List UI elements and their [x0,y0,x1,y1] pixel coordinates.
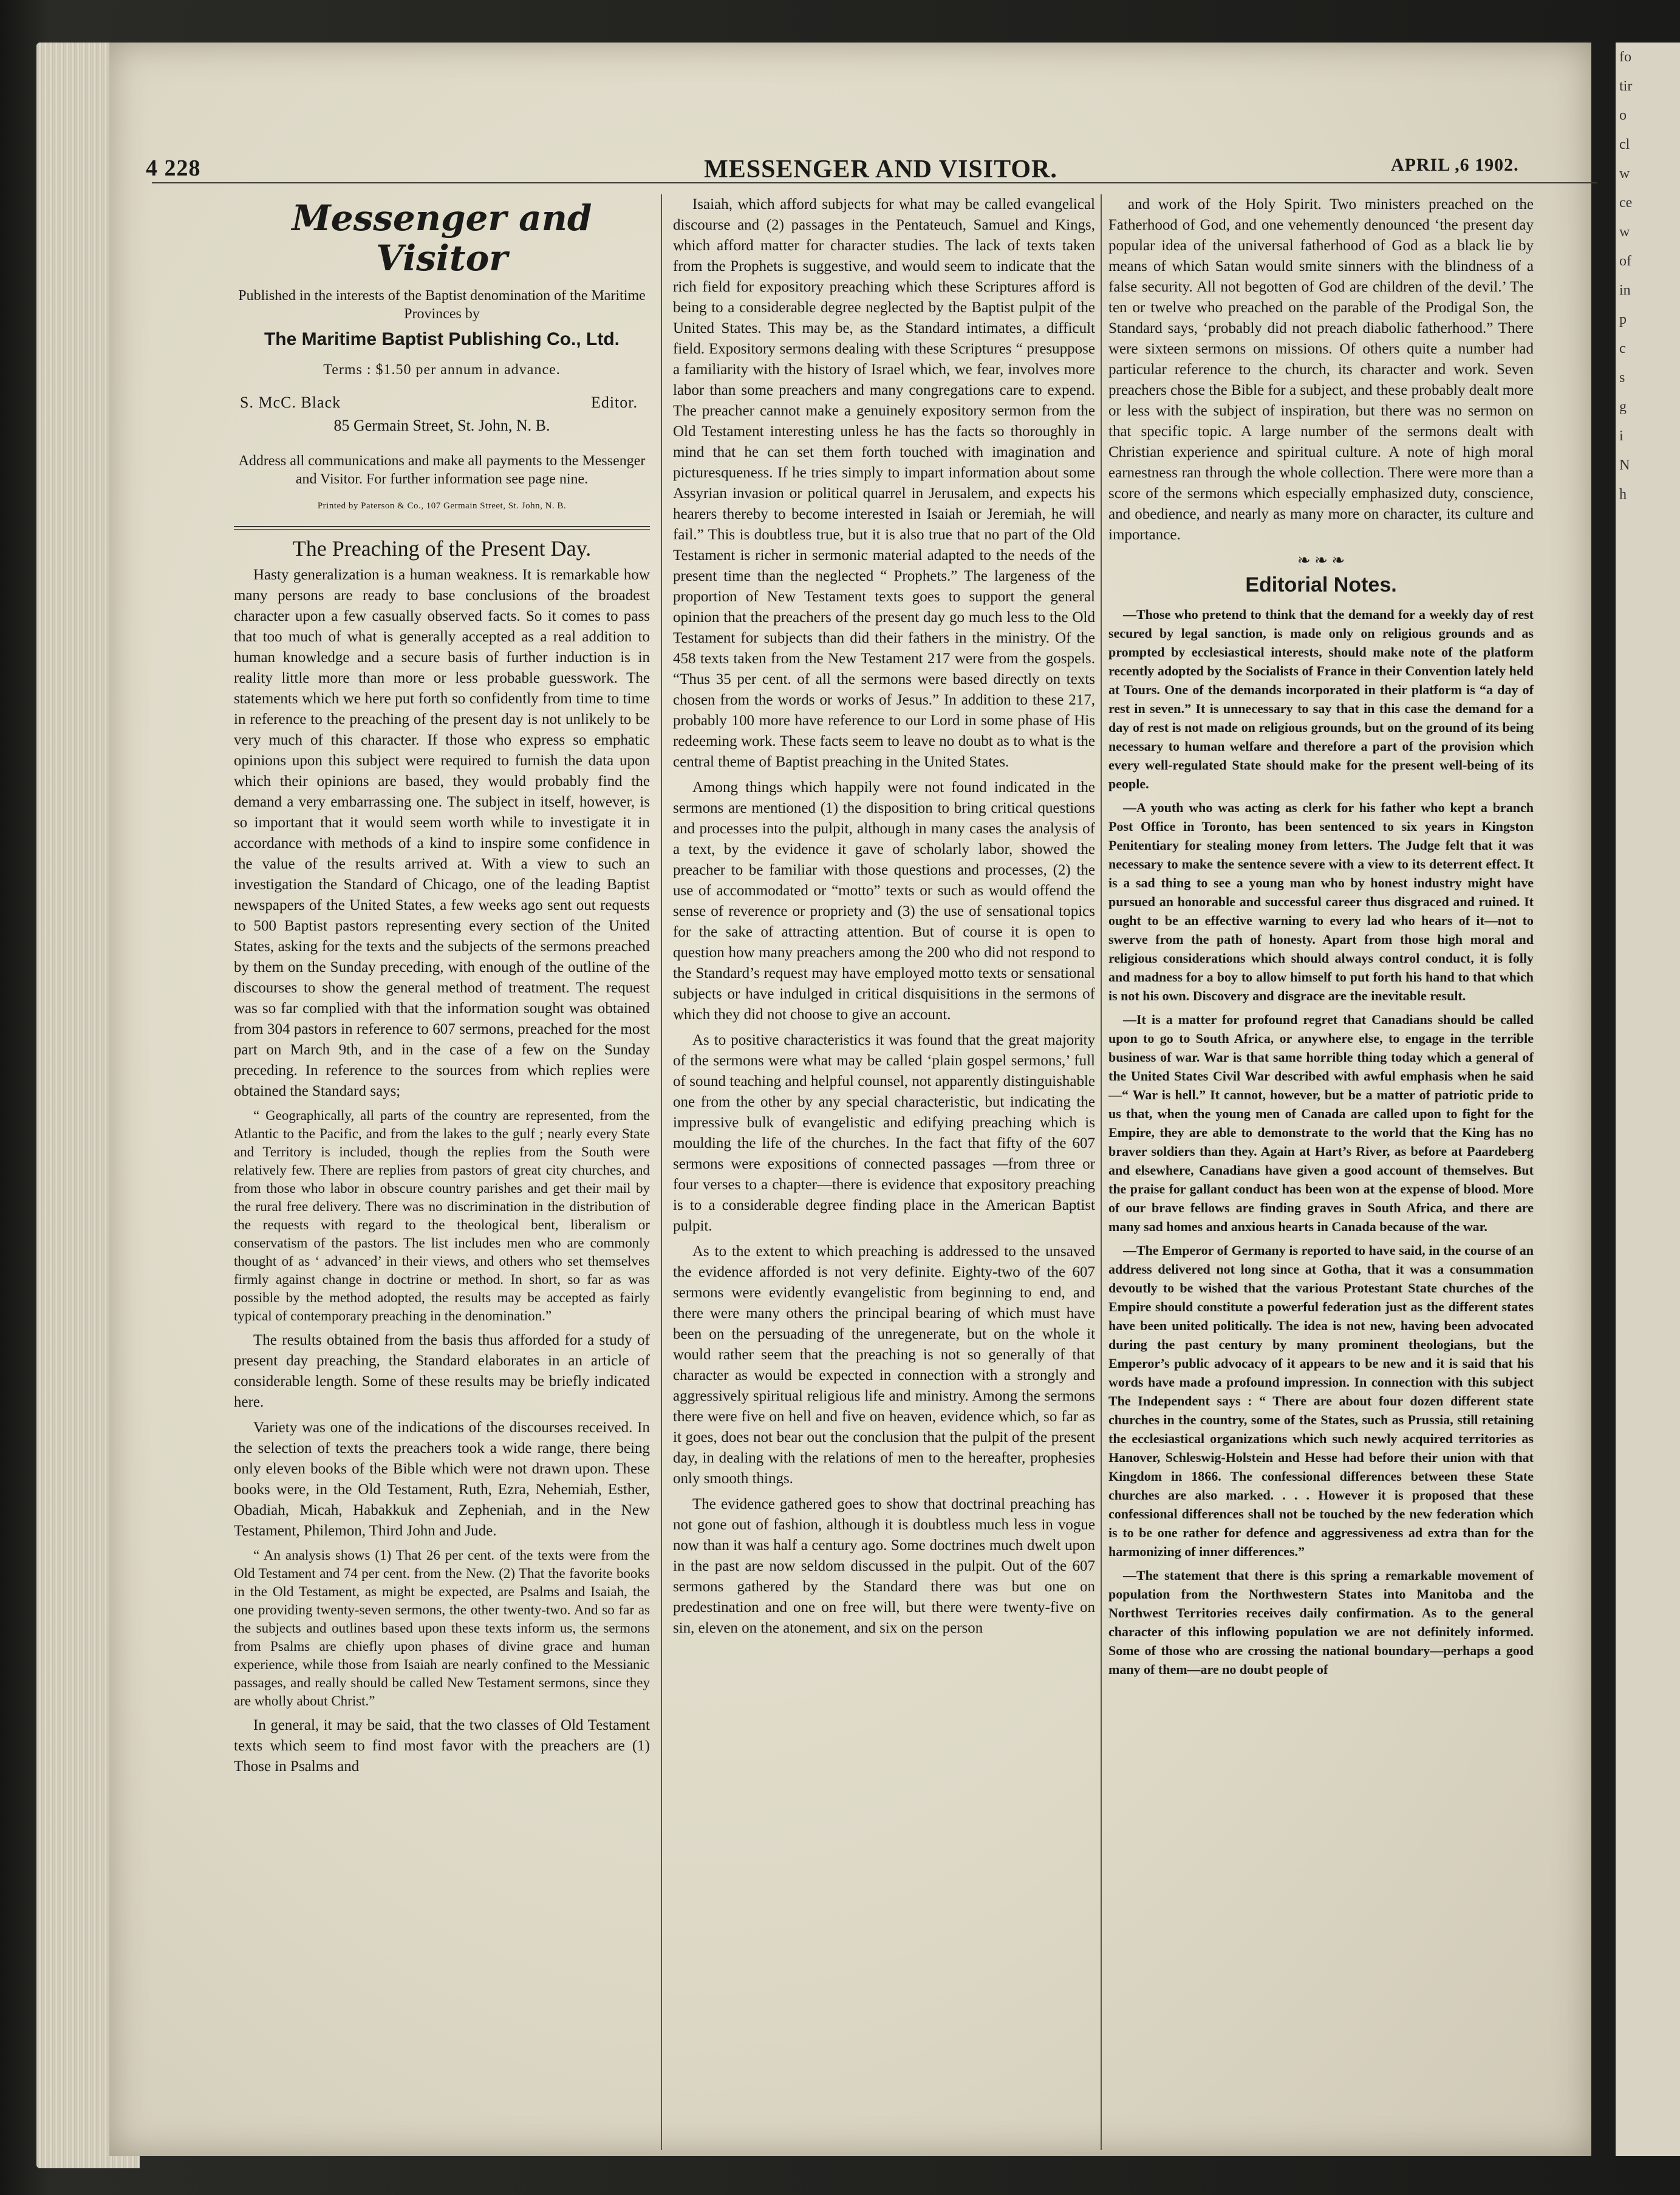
editor-name: S. McC. Black [240,394,341,411]
article-body [234,1715,650,1777]
facing-page-text-fragment: cl [1619,137,1630,152]
paragraph: Hasty generalization is a human weakness. It is remarkable how many persons are ready to base conclusions of the broadest character upon a few casually observed facts. So it comes to pass that too much of what is generally accepted as a real addition to human knowledge and a secure basis of further induction is in reality little more than more or less probable guesswork. The statements which we here put forth so confidently from time to time in reference to the preaching of the present day is not unlikely to be very much of this character. If those who express so emphatic opinions upon this subject were required to furnish the data upon which their opinions are based, they would probably find the demand a very embarrassing one. The subject in itself, however, is so important that it would seem worth while to investigate it in accordance with methods of a kind to inspire some confidence in the value of the results arrived at. With a view to such an investigation the Standard of Chicago, one of the leading Baptist newspapers of the United States, a few weeks ago sent out requests to 500 Baptist pastors representing every section of the United States, asking for the texts and the subjects of the sermons preached by them on the Sunday preceding, with enough of the outline of the discourses to show the general method of treatment. The request was so far complied with that the information sought was obtained from 304 pastors in reference to 607 sermons, preached for the most part on March 9th, and in the case of a few on the Sunday preceding. In reference to the sources from which replies were obtained the Standard says; [234,567,650,1099]
subscription-terms: Terms : $1.50 per annum in advance. [323,362,561,378]
section-rule [234,526,650,530]
editorial-notes-title: Editorial Notes. [1245,573,1397,596]
facing-page-text-fragment: p [1619,312,1627,327]
editor-label: Editor. [590,394,638,411]
paragraph: Variety was one of the indications of the discourses received. In the selection of texts the preachers took a wide range, there being only eleven books of the Bible which were not drawn upon. These books were, in the Old Testament, Ruth, Ezra, Nehemiah, Esther, Obadiah, Micah, Habakkuk and Zepheniah, and in the New Testament, Philemon, Third John and Jude. [234,1419,650,1539]
issue-date: APRIL ,6 1902. [1391,155,1519,175]
facing-page-text-fragment: N [1619,457,1630,473]
facing-page-text-fragment: c [1619,341,1626,357]
facing-page-text-fragment: g [1619,399,1627,415]
facing-page-text-fragment: h [1619,486,1627,502]
editorial-paragraph: —The statement that there is this spring a remarkable movement of population from the Northwestern States into Manitoba and the Northwest Territories receives daily confirmation. As to the general character of this inflowing population we are not definitely informed. Some of those who are crossing the national boundary—perhaps a good many of them—are no doubt people of [1108,1568,1534,1677]
quote-paragraph: “ An analysis shows (1) That 26 per cent. of the texts were from the Old Testament and 74 per cent. from the New. (2) That the favorite books in the Old Testament, as might be expected, are Psalms and Isaiah, the one providing twenty-seven sermons, the other twenty-two. And so far as the subjects and outlines based upon these texts inform us, the sermons from Psalms are chiefly upon phases of divine grace and human experience, while those from Isaiah are nearly confined to the Messianic passages, and really should be called New Testament sermons, since they are wholly about Christ.” [234,1548,650,1709]
paper-title: Messenger and Visitor [292,197,592,279]
facing-page-text-fragment: w [1619,224,1630,240]
paragraph: As to positive characteristics it was found that the great majority of the sermons were what may be called ‘plain gospel sermons,’ full of sound teaching and helpful counsel, not apparently distinguishable one from the other by any special characteristic, but indicating the impressive bulk of evangelistic and edifying preaching which is moulding the life of the churches. In the fact that fifty of the 607 sermons were expositions of connected passages —from three or four verses to a chapter—there is evidence that expository preaching is to a considerable degree finding place in the American Baptist pulpit. [673,1032,1095,1234]
quote-block [234,1546,650,1710]
article-title: The Preaching of the Present Day. [292,536,592,561]
editor-line [240,392,638,413]
facing-page-text-fragment: ce [1619,195,1633,211]
facing-page-text-fragment: fo [1619,49,1631,65]
article-body [1108,194,1534,545]
paragraph: As to the extent to which preaching is addressed to the unsaved the evidence afforded is not very definite. Eighty-two of the 607 sermons were evidently evangelistic from beginning to end, and there were many others the principal bearing of which must have been on the persuading of the unregenerate, but on the whole it would rather seem that the preaching is not so generally of that character as would be expected in connection with a strongly and aggressively spiritual religious life and ministry. Among the sermons there were five on hell and five on heaven, evidence which, so far as it goes, does not bear out the conclusion that the pulpit of the present day, in dealing with the relations of men to the hereafter, prophesies only smooth things. [673,1243,1095,1487]
facing-page-text-fragment: w [1619,166,1630,182]
paragraph: The results obtained from the basis thus afforded for a study of present day preaching, the Standard elaborates in an article of considerable length. Some of these results may be briefly indicated here. [234,1332,650,1410]
column-rule [1101,194,1102,2150]
facing-page-text-fragment: of [1619,253,1631,269]
facing-page-text-fragment: o [1619,108,1627,123]
facing-page-text-fragment: in [1619,282,1631,298]
facing-page-fragment [1616,43,1680,2156]
page-number: 4 228 [146,155,201,181]
masthead-title: MESSENGER AND VISITOR. [704,155,1057,183]
paragraph: The evidence gathered goes to show that doctrinal preaching has not gone out of fashion, although it is doubtless much less in vogue now than it was half a century ago. Some doctrines much dwelt upon in the past are now seldom discussed in the pulpit. Out of the 607 sermons gathered by the Standard there was but one on predestination and one on free will, but there were twenty-five on sin, eleven on the atonement, and six on the person [673,1496,1095,1636]
paragraph: Isaiah, which afford subjects for what may be called evangelical discourse and (2) passages in the Pentateuch, Samuel and Kings, which afford matter for character studies. The lack of texts taken from the Prophets is suggestive, and would seem to indicate that the rich field for expository preaching which these Scriptures afford is being to a considerable degree neglected by the Baptist pulpit of the United States. This may be, as the Standard intimates, a difficult field. Expository sermons dealing with these Scriptures “ presuppose a familiarity with the history of Israel which, we fear, involves more labor than some preachers and many congregations care to expend. The preacher cannot make a genuinely expository sermon from the Old Testament interesting unless he has the facts so thoroughly in mind that he can set them forth touched with imagination and picturesqueness. If he tries simply to impart information about some Assyrian invasion or political quarrel in Jerusalem, and expects his hearers thereby to become interested in Isaiah or Jeremiah, he will fail.” This is doubtless true, but it is also true that no part of the Old Testament is richer in sermonic material adapted to the needs of the present time than the neglected “ Prophets.” The largeness of the proportion of New Testament texts goes to support the general opinion that the preachers of the present day go much less to the Old Testament for subjects than did their fathers in the ministry. Of the 458 texts taken from the New Testament 217 were from the gospels. “Thus 35 per cent. of all the sermons were based directly on texts chosen from the words or works of Jesus.” In addition to these 217, probably 100 more have reference to our Lord in some phase of His redeeming work. These facts seem to leave no doubt as to what is the central theme of Baptist preaching in the United States. [673,196,1095,770]
facing-page-text-fragment: tir [1619,78,1633,94]
published-line: Published in the interests of the Baptist denomination of the Maritime Provinces by [238,288,646,322]
article-body [673,194,1095,1639]
quote-block [234,1107,650,1325]
office-address: 85 Germain Street, St. John, N. B. [333,417,550,434]
article-body [234,565,650,1102]
editorial-paragraph: —A youth who was acting as clerk for his father who kept a branch Post Office in Toronto, has been sentenced to six years in Kingston Penitentiary for stealing money from letters. The Judge felt that it was necessary to make the sentence severe with a view to its deterrent effect. It is a sad thing to see a young man who by honest industry might have pursued an honorable and successful career thus disgraced and ruined. It ought to be an effective warning to every lad who hears of it—not to swerve from the path of honesty. Apart from those high moral and religious considerations which should always control conduct, it is folly and madness for a boy to allow himself to put forth his hand to that which is not his own. Discovery and disgrace are the inevitable result. [1108,800,1534,1003]
editorial-paragraph: —Those who pretend to think that the demand for a weekly day of rest secured by legal sanction, is made only on religious grounds and as prompted by ecclesiastical interests, should make note of the platform recently adopted by the Socialists of France in their Convention lately held at Tours. One of the demands incorporated in their platform is “a day of rest in seven.” It is unnecessary to say that in this case the demand for a day of rest is not made on religious grounds, but on the ground of its being necessary to human welfare and therefore a part of the provision which every well-regulated State should make for the present well-being of its people. [1108,607,1534,791]
article-body [234,1330,650,1541]
contact-notice: Address all communications and make all payments to the Messenger and Visitor. For further information see page nine. [238,453,646,487]
editorial-paragraph: —The Emperor of Germany is reported to have said, in the course of an address delivered not long since at Gotha, that it was a consummation devoutly to be wished that the various Protestant State churches of the Empire should constitute a powerful federation just as the different states have been united politically. The idea is not new, having been advocated during the past century by many prominent theologians, but the Emperor’s public advocacy of it appears to be new and it is said that his words have made a profound impression. In connection with this subject The Independent says : “ There are about four dozen different state churches in the country, some of the States, such as Prussia, still retaining the ecclesiastical organizations which such newly acquired territories as Hanover, Schleswig-Holstein and Hesse had before their union with that Kingdom in 1866. The confessional differences between these State churches are also marked. . . . However it is proposed that these confessional differences shall not be touched by the new federation which is to be one rather for defence and aggressiveness ad extra than for the harmonizing of inner differences.” [1108,1243,1534,1559]
printer-line: Printed by Paterson & Co., 107 Germain Street, St. John, N. B. [317,501,567,511]
facing-page-text-fragment: s [1619,370,1625,386]
column-left [234,194,650,1782]
facing-page-text-fragment: i [1619,428,1624,444]
editorial-notes-body [1108,605,1534,1679]
paragraph: In general, it may be said, that the two classes of Old Testament texts which seem to find most favor with the preachers are (1) Those in Psalms and [234,1717,650,1775]
publisher-name: The Maritime Baptist Publishing Co., Ltd. [264,329,620,349]
paragraph: and work of the Holy Spirit. Two ministers preached on the Fatherhood of God, and one vehemently denounced ‘the present day popular idea of the universal fatherhood of God as a black lie by means of which Satan would smite sinners with the blindness of a false security. All not begotten of God are children of the devil.’ The ten or twelve who preached on the parable of the Prodigal Son, the Standard says, ‘probably did not preach diabolic fatherhood.” There were sixteen sermons on missions. Of others quite a number had particular reference to the church, its character and work. Seven preachers chose the Bible for a subject, and these probably dealt more or less with the subject of inspiration, but there was no sermon on that specific topic. A large number of the sermons dealt with Christian experience and spiritual culture. A note of high moral earnestness ran through the whole collection. There were more than a score of the sermons which especially emphasized duty, conscience, and obedience, and nearly as many more on character, its culture and importance. [1108,196,1534,543]
paragraph: Among things which happily were not found indicated in the sermons are mentioned (1) the disposition to bring critical questions and processes into the pulpit, although in many cases the analysis of a text, by the evidence it gave of scholarly labor, showed the preacher to be familiar with those questions and processes, (2) the use of accommodated or “motto” texts or such as would offend the sense of reverence or propriety and (3) the use of sensational topics for the sake of attracting attention. But of course it is open to question how many preachers among the 200 who did not respond to the Standard’s request may have employed motto texts or sensational subjects or have indulged in critical disquisitions in the sermons of which they did not choose to give an account. [673,779,1095,1023]
column-right [1108,194,1534,1684]
editorial-paragraph: —It is a matter for profound regret that Canadians should be called upon to go to South Africa, or anywhere else, to engage in the terrible business of war. War is that same horrible thing today which a general of the United States Civil War described with awful emphasis when he said—“ War is hell.” It cannot, however, but be a matter of patriotic pride to us that, when the young men of Canada are called upon to fight for the Empire, they are able to demonstrate to the world that the King has no braver soldiers than they. Again at Hart’s River, as before at Paardeberg and elsewhere, Canadians have given a good account of themselves. But the praise for gallant conduct has been won at the expense of blood. More of our brave fellows are finding graves in South Africa, and there are many sad homes and anxious hearts in Canada because of the war. [1108,1012,1534,1234]
column-rule [661,194,662,2150]
ornament-divider: ❧ ❧ ❧ [1297,551,1345,569]
column-middle [673,194,1095,1644]
quote-paragraph: “ Geographically, all parts of the country are represented, from the Atlantic to the Pacific, and from the lakes to the gulf ; nearly every State and Territory is included, though the replies from the South were relatively few. There are replies from pastors of great city churches, and from those who labor in obscure country parishes and get their mail by the rural free delivery. There was no discrimination in the distribution of the requests with regard to the theological bent, liberalism or conservatism of the pastors. The list includes men who are commonly thought of as ‘ advanced’ in their views, and others who set themselves firmly against change in doctrine or method. In short, so far as was possible by the method adopted, the results may be accepted as fairly typical of contemporary preaching in the denomination.” [234,1108,650,1323]
